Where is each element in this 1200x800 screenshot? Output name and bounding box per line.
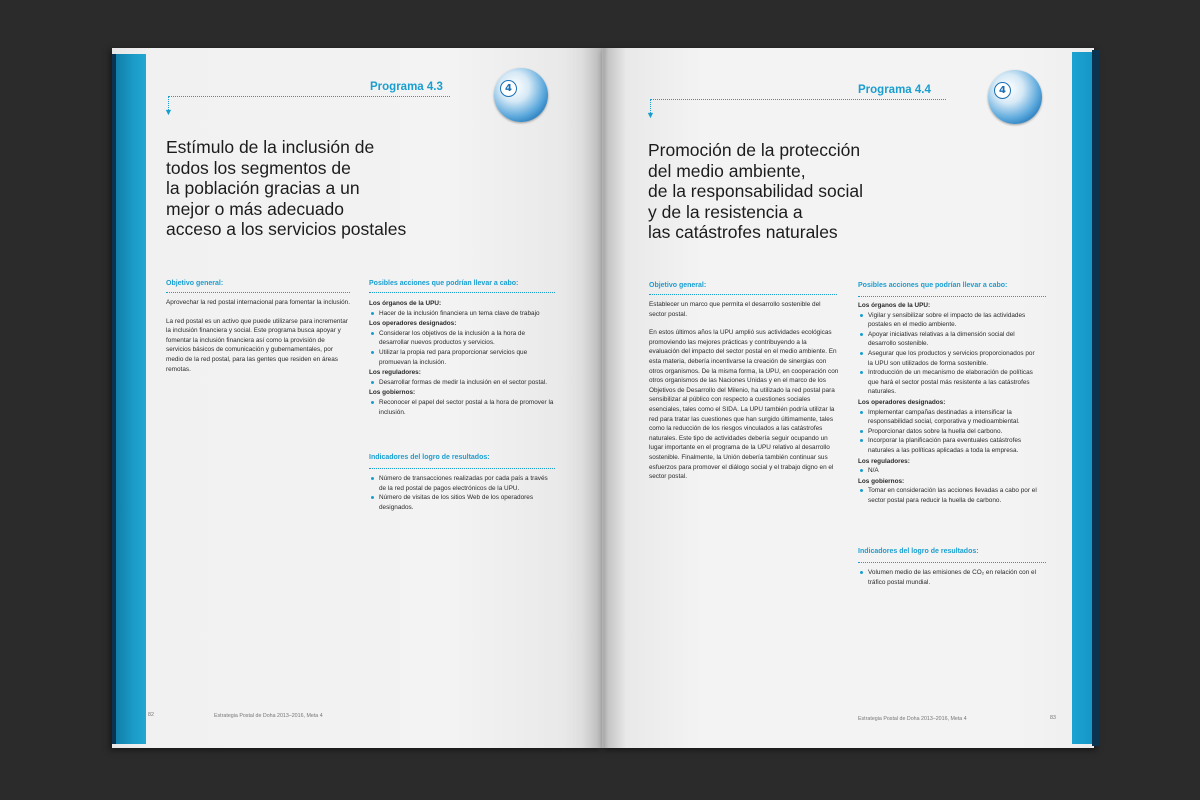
objective-text	[649, 300, 839, 491]
objective-heading: Objetivo general:	[649, 282, 707, 289]
list-item: N/A	[858, 466, 1040, 476]
right-blue-edge	[1072, 52, 1094, 744]
list-item: Introducción de un mecanismo de elaboración de políticas que hará el sector postal más resistente a las catástrofes naturales.	[858, 368, 1040, 397]
objective-rule	[649, 294, 837, 295]
actions-heading: Posibles acciones que podrían llevar a cabo:	[369, 280, 519, 287]
actions-list	[369, 298, 555, 417]
list-item: Proporcionar datos sobre la huella del carbono.	[858, 427, 1040, 437]
title-line: acceso a los servicios postales	[166, 219, 407, 239]
actions-group-label: Los gobiernos:	[369, 389, 416, 397]
title-line: del medio ambiente,	[648, 160, 806, 181]
title-line: de la responsabilidad social	[648, 181, 863, 201]
paragraph: En estos últimos años la UPU amplió sus actividades ecológicas promoviendo las mejores prácticas y contribuyendo a la evaluación del impacto del sector postal en el medio ambiente. En esta materia, debería incentivarse la creación de sinergias con otros organismos. De la misma forma, la UPU, en cooperación con otros organismos de las Naciones Unidas y en el marco de los Objetivos de Desarrollo del Milenio, ha utilizado la red postal para sensibilizar al público con respecto a cuestiones sociales esenciales, tales como el SIDA. La UPU también podría utilizar la red para tratar las cuestiones que han surgido últimamente, tales como la reducción de los riesgos vinculados a las catástrofes naturales. Este tipo de actividades debería seguir ocupando un lugar importante en el programa de la UPU relativo al desarrollo sostenible. Finalmente, la Unión debería también continuar sus esfuerzos para promover el diálogo social y el trabajo digno en el sector postal.	[649, 329, 839, 481]
title-line: la población gracias a un	[166, 178, 360, 198]
indicators-heading: Indicadores del logro de resultados:	[858, 548, 979, 555]
left-page	[112, 48, 602, 748]
actions-rule	[369, 292, 555, 293]
paragraph: Aprovechar la red postal internacional para fomentar la inclusión.	[166, 299, 351, 306]
paragraph: La red postal es un activo que puede utilizarse para incrementar la inclusión financiera y social. Este programa busca apoyar y fomentar la inclusión financiera así como la provisión de servicios básicos de comunicación y gubernamentales, por medio de la red postal, para las gentes que residen en áreas remotas.	[166, 317, 348, 373]
arrow-down-icon: ▼	[164, 107, 173, 117]
title-line: Estímulo de la inclusión de	[166, 137, 375, 157]
program-rule	[650, 99, 946, 100]
right-page	[602, 48, 1094, 748]
actions-group-label: Los operadores designados:	[858, 398, 946, 406]
list-item: Reconocer el papel del sector postal a la hora de promover la inclusión.	[369, 398, 555, 417]
actions-group-label: Los reguladores:	[858, 457, 910, 465]
program-emblem-icon	[494, 68, 548, 122]
list-item: Apoyar iniciativas relativas a la dimensión social del desarrollo sostenible.	[858, 330, 1040, 349]
objective-heading: Objetivo general:	[166, 280, 224, 287]
list-item: Volumen medio de las emisiones de CO₂ en relación con el tráfico postal mundial.	[858, 568, 1040, 587]
indicators-heading: Indicadores del logro de resultados:	[369, 454, 490, 461]
program-label: Programa 4.4	[858, 84, 931, 96]
list-item: Tomar en consideración las acciones llevadas a cabo por el sector postal para reducir la huella de carbono.	[858, 486, 1040, 505]
list-item: Implementar campañas destinadas a intensificar la responsabilidad social, corporativa y medioambiental.	[858, 408, 1040, 427]
page-title	[648, 140, 863, 243]
program-label: Programa 4.3	[370, 81, 443, 93]
open-book	[112, 48, 1094, 748]
list-item: Hacer de la inclusión financiera un tema clave de trabajo	[369, 309, 555, 319]
actions-list	[858, 300, 1040, 505]
emblem-number: 4	[500, 80, 517, 97]
page-footer: Estrategia Postal de Doha 2013–2016, Meta 4	[858, 716, 967, 722]
page-footer: Estrategia Postal de Doha 2013–2016, Meta 4	[214, 713, 323, 719]
indicators-rule	[858, 562, 1046, 563]
title-line: las catástrofes naturales	[648, 222, 838, 242]
paragraph: Establecer un marco que permita el desarrollo sostenible del sector postal.	[649, 301, 821, 318]
left-blue-edge	[116, 54, 146, 744]
indicators-list	[369, 474, 555, 512]
right-cover-edge	[1092, 50, 1100, 746]
actions-heading: Posibles acciones que podrían llevar a cabo:	[858, 282, 1008, 289]
page-number: 82	[148, 712, 154, 718]
list-item: Asegurar que los productos y servicios proporcionados por la UPU son utilizados de forma sostenible.	[858, 349, 1040, 368]
list-item: Número de transacciones realizadas por cada país a través de la red postal de pagos electrónicos de la UPU.	[369, 474, 555, 493]
title-line: todos los segmentos de	[166, 157, 351, 178]
indicators-list	[858, 568, 1040, 587]
arrow-down-icon: ▼	[646, 110, 655, 120]
title-line: mejor o más adecuado	[166, 198, 345, 219]
list-item: Incorporar la planificación para eventuales catástrofes naturales a las políticas aplicadas a toda la empresa.	[858, 436, 1040, 455]
list-item: Considerar los objetivos de la inclusión a la hora de desarrollar nuevos productos y servicios.	[369, 329, 555, 348]
objective-text	[166, 298, 350, 383]
list-item: Vigilar y sensibilizar sobre el impacto de las actividades postales en el medio ambiente.	[858, 311, 1040, 330]
title-line: y de la resistencia a	[648, 201, 803, 222]
actions-group-label: Los órganos de la UPU:	[858, 302, 931, 309]
list-item: Desarrollar formas de medir la inclusión en el sector postal.	[369, 378, 555, 388]
program-emblem-icon	[988, 70, 1042, 124]
actions-group-label: Los operadores designados:	[369, 320, 457, 328]
page-number: 83	[1050, 715, 1056, 721]
actions-rule	[858, 296, 1046, 297]
indicators-rule	[369, 468, 555, 469]
page-title	[166, 137, 406, 240]
title-line: Promoción de la protección	[648, 140, 861, 160]
program-rule	[168, 96, 450, 97]
actions-group-label: Los órganos de la UPU:	[369, 300, 442, 307]
list-item: Número de visitas de los sitios Web de los operadores designados.	[369, 493, 555, 512]
actions-group-label: Los reguladores:	[369, 369, 421, 377]
objective-rule	[166, 292, 350, 293]
list-item: Utilizar la propia red para proporcionar servicios que promuevan la inclusión.	[369, 348, 555, 367]
actions-group-label: Los gobiernos:	[858, 477, 905, 485]
emblem-number: 4	[994, 82, 1011, 99]
